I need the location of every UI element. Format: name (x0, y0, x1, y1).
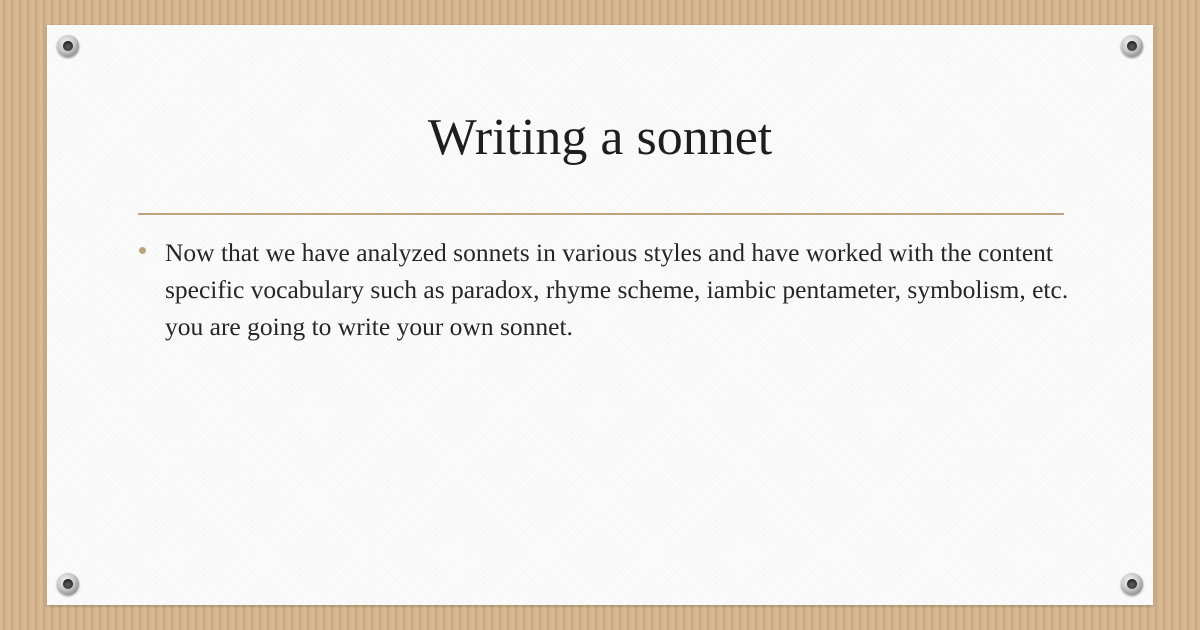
bullet-text: Now that we have analyzed sonnets in various styles and have worked with the content specific vocabulary such as paradox, rhyme scheme, iambic pentameter, symbolism, etc. you are going to write your own sonnet. (165, 238, 1069, 341)
bullet-item (137, 234, 1077, 345)
grommet-icon (57, 573, 79, 595)
bullet-list (137, 234, 1077, 345)
grommet-icon (57, 35, 79, 57)
bullet-dot-icon (139, 247, 146, 254)
grommet-icon (1121, 35, 1143, 57)
grommet-icon (1121, 573, 1143, 595)
title-divider (138, 213, 1064, 215)
slide-card (47, 25, 1153, 605)
slide-title: Writing a sonnet (427, 109, 773, 166)
